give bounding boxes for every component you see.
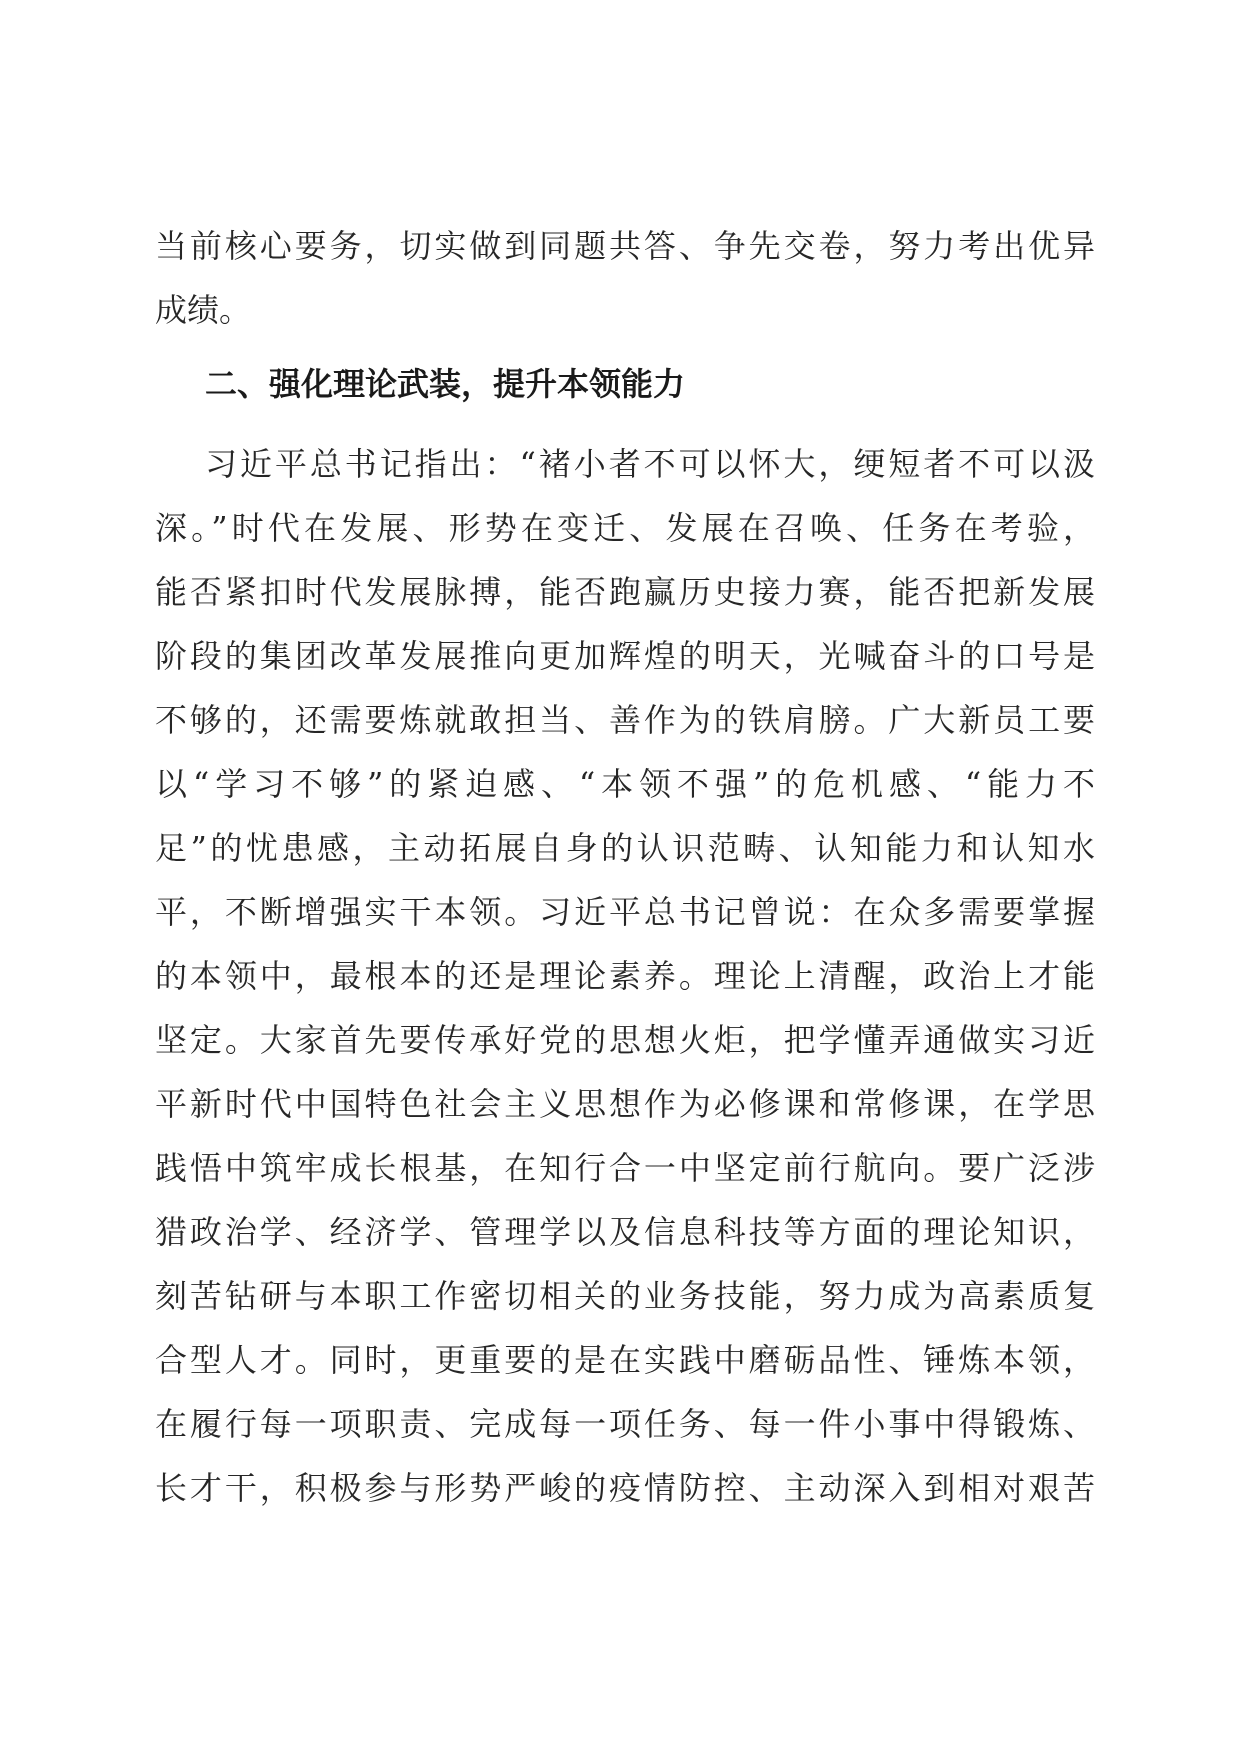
text-line: 深。”时代在发展、形势在变迁、发展在召唤、任务在考验， [155, 509, 1095, 547]
text-line: 足”的忧患感，主动拓展自身的认识范畴、认知能力和认知水 [155, 829, 1095, 867]
text-line: 刻苦钻研与本职工作密切相关的业务技能，努力成为高素质复 [155, 1277, 1095, 1315]
text-line: 平新时代中国特色社会主义思想作为必修课和常修课，在学思 [155, 1085, 1095, 1123]
text-line: 当前核心要务，切实做到同题共答、争先交卷，努力考出优异 [155, 227, 1095, 265]
text-line: 成绩。 [155, 291, 252, 329]
text-line: 的本领中，最根本的还是理论素养。理论上清醒，政治上才能 [155, 957, 1095, 995]
text-line: 习近平总书记指出：“褚小者不可以怀大，绠短者不可以汲 [205, 445, 1095, 483]
paragraph-body [155, 432, 1095, 1520]
text-line: 能否紧扣时代发展脉搏，能否跑赢历史接力赛，能否把新发展 [155, 573, 1095, 611]
text-line: 长才干，积极参与形势严峻的疫情防控、主动深入到相对艰苦 [155, 1469, 1095, 1507]
section-heading: 二、强化理论武装，提升本领能力 [205, 365, 686, 403]
text-line: 践悟中筑牢成长根基，在知行合一中坚定前行航向。要广泛涉 [155, 1149, 1095, 1187]
text-line: 阶段的集团改革发展推向更加辉煌的明天，光喊奋斗的口号是 [155, 637, 1095, 675]
text-line: 坚定。大家首先要传承好党的思想火炬，把学懂弄通做实习近 [155, 1021, 1095, 1059]
paragraph-continuation [155, 214, 1095, 342]
text-line: 平，不断增强实干本领。习近平总书记曾说：在众多需要掌握 [155, 893, 1095, 931]
text-line: 猎政治学、经济学、管理学以及信息科技等方面的理论知识， [155, 1213, 1095, 1251]
text-line: 以“学习不够”的紧迫感、“本领不强”的危机感、“能力不 [155, 765, 1095, 803]
text-line: 不够的，还需要炼就敢担当、善作为的铁肩膀。广大新员工要 [155, 701, 1095, 739]
text-line: 在履行每一项职责、完成每一项任务、每一件小事中得锻炼、 [155, 1405, 1095, 1443]
text-line: 合型人才。同时，更重要的是在实践中磨砺品性、锤炼本领， [155, 1341, 1095, 1379]
